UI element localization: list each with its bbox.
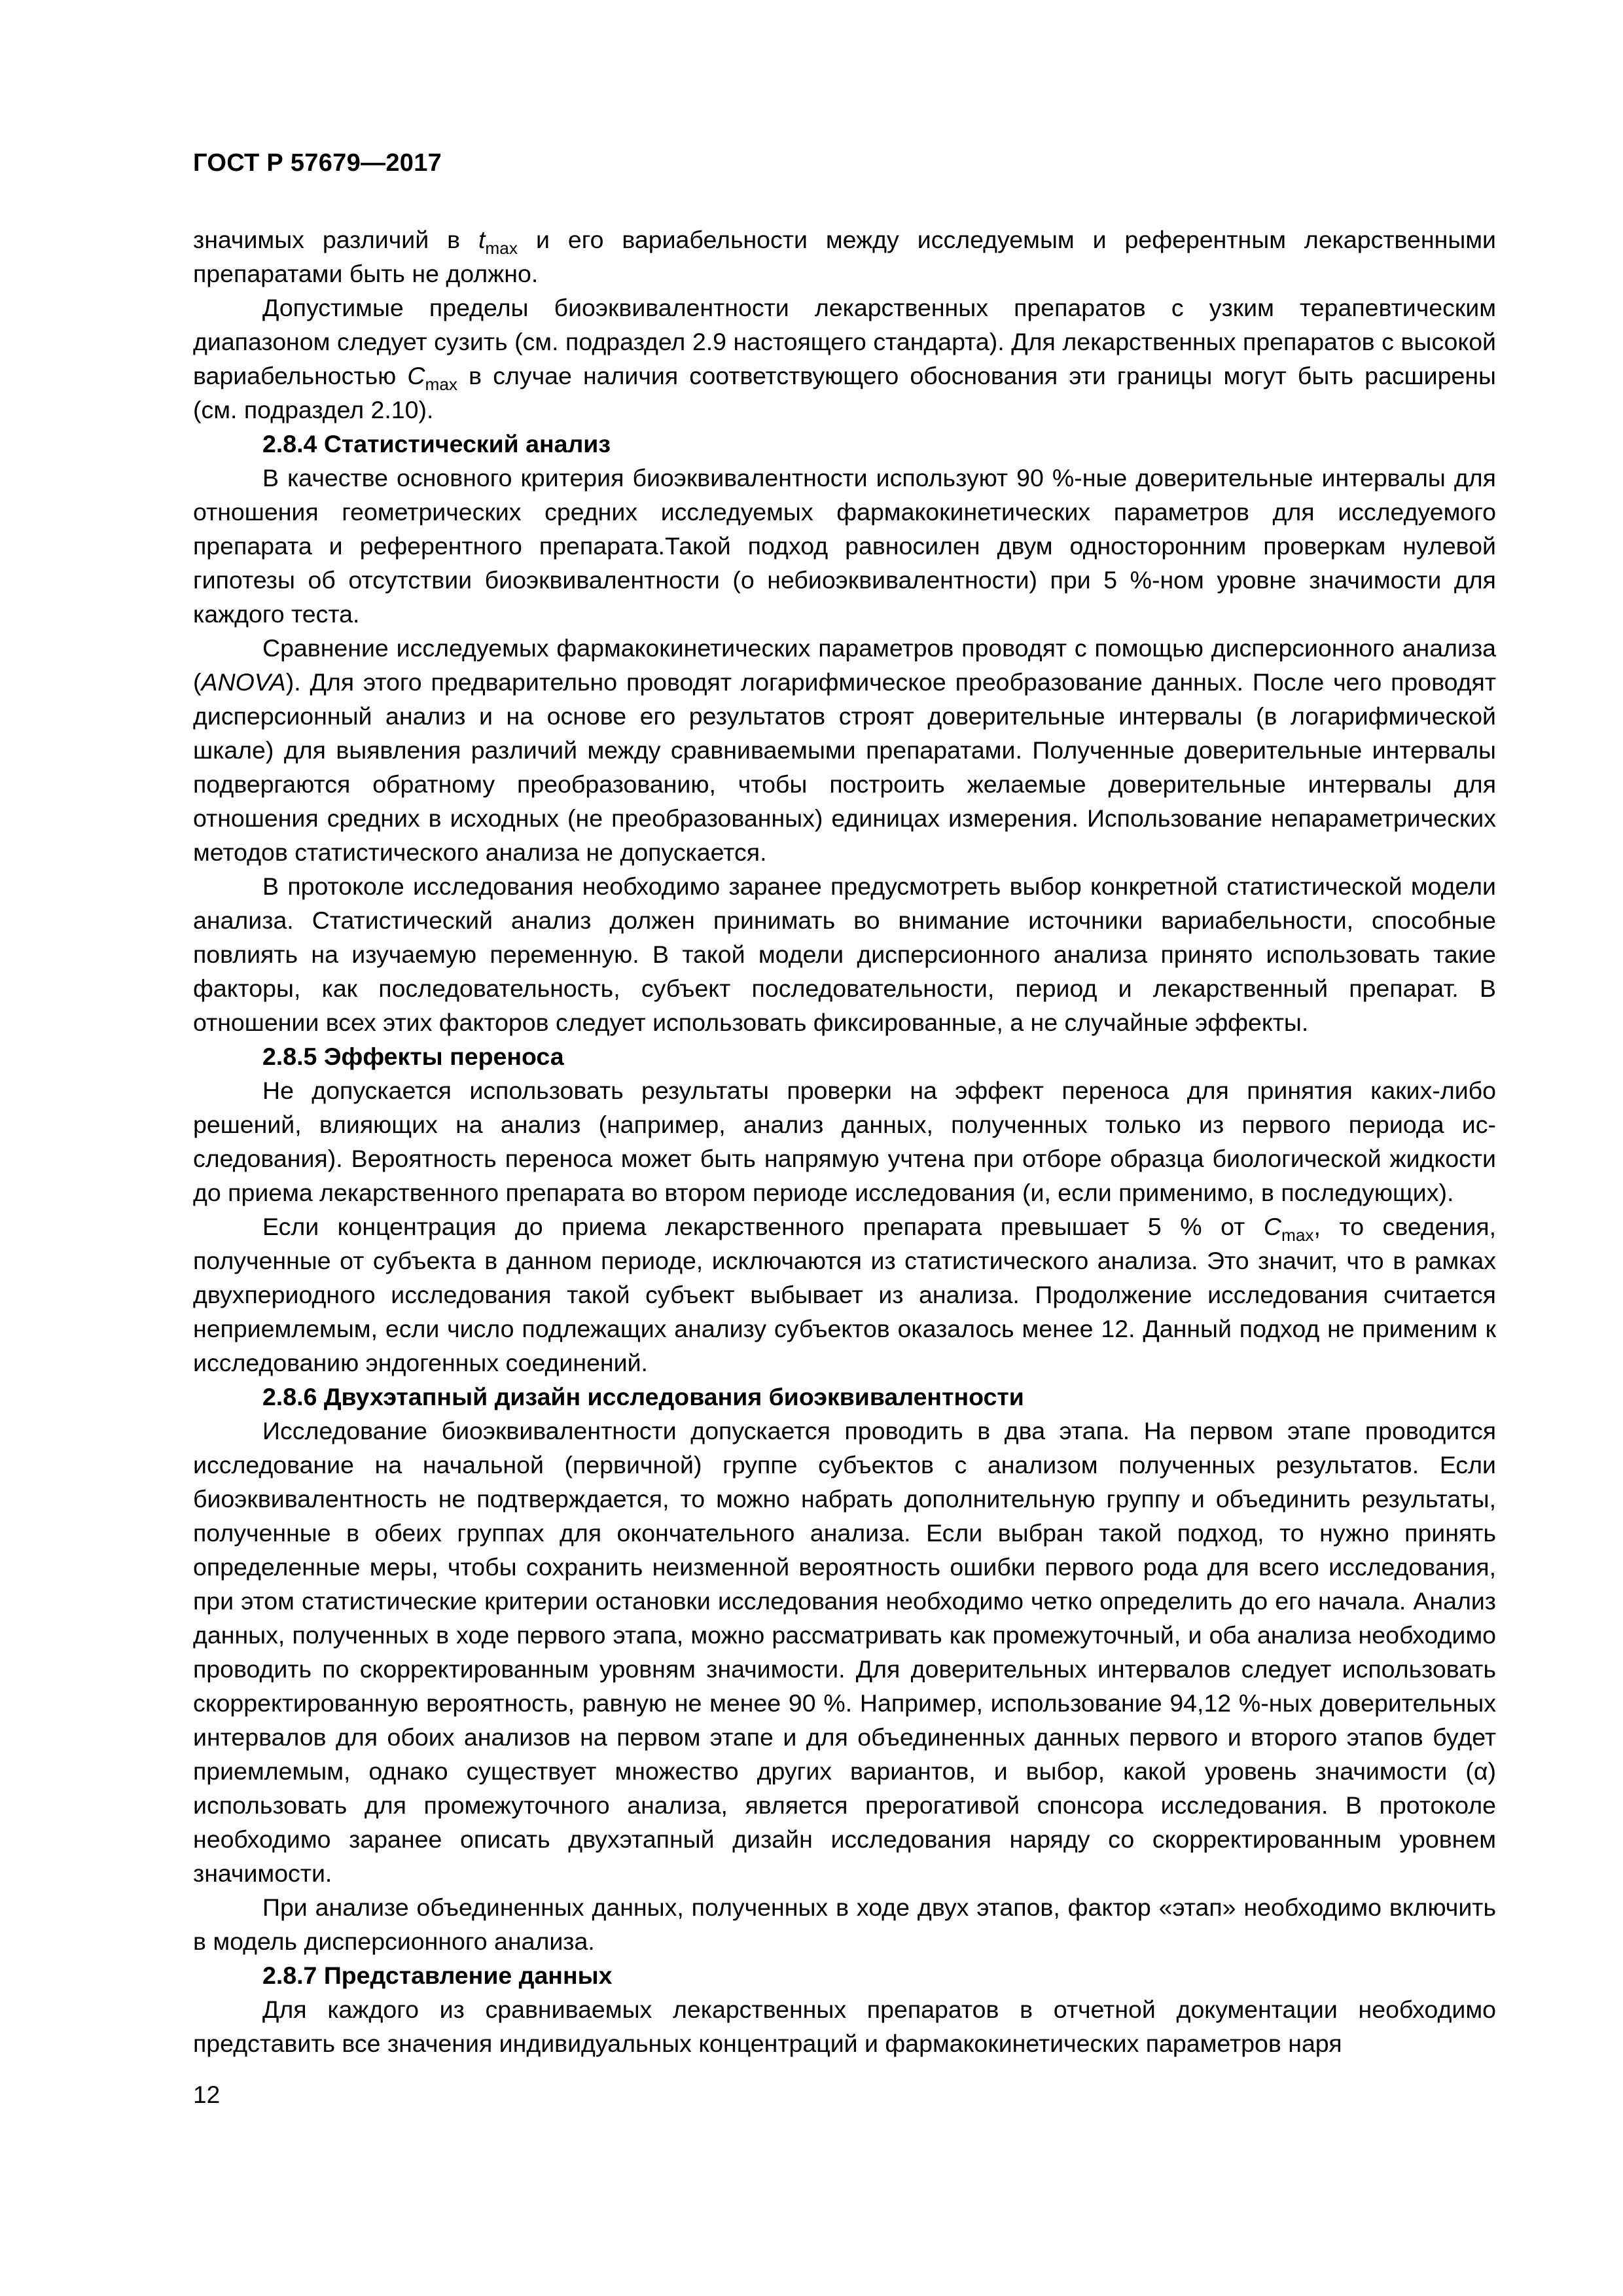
paragraph: Не допускается использовать результаты проверки на эффект переноса для принятия каких-либо решений, влияющих на анализ (например, анализ данных, полученных только из первого периода исследования). Вероятность переноса может быть напрямую учтена при отборе образца биологической жидкости до приема лекарственного препарата во втором периоде исследования (и, если применимо, в последующих). [193, 1077, 1496, 1206]
document-header: ГОСТ Р 57679—2017 [193, 149, 442, 177]
paragraph: Сравнение исследуемых фармакокинетических параметров проводят с помощью дисперсионного анализа (ANOVA). Для этого предварительно проводят логарифмическое преобразование данных. После чего проводят дисперсионный анализ и на основе его результатов строят доверительные интервалы (в логарифмической шкале) для выявления различий между сравниваемыми препаратами. Полученные доверительные интервалы подвергаются обратному преобразованию, чтобы построить желаемые доверительные интервалы для отношения средних в исходных (не преобразованных) единицах измерения. Использование непараметрических методов статистического анализа не допускается. [193, 634, 1496, 866]
paragraph: Исследование биоэквивалентности допускается проводить в два этапа. На первом этапе проводится исследование на начальной (первичной) группе субъектов с анализом полученных результатов. Если биоэквивалентность не подтверждается, то можно набрать дополнительную группу и объединить результаты, полученные в обеих группах для окончательного анализа. Если выбран такой подход, то нужно принять определенные меры, чтобы сохранить неизменной вероятность ошибки первого рода для всего исследования, при этом статистические критерии остановки исследования необходимо четко определить до его начала. Анализ данных, полученных в ходе первого этапа, можно рассматривать как промежуточный, и оба анализа необходимо проводить по скорректированным уровням значимости. Для доверительных интервалов следует использовать скорректированную вероятность, равную не менее 90 %. Например, использование 94,12 %-ных доверительных интервалов для обоих анализов на первом этапе и для объединенных данных первого и второго этапов будет приемлемым, однако существует множество других вариантов, и выбор, какой уровень значимости (α) использовать для промежуточного анализа, является прерогативой спонсора исследования. В протоколе необходимо заранее описать двухэтапный дизайн исследования наряду со скорректированным уровнем значимости. [193, 1417, 1496, 1887]
document-body [193, 223, 1496, 2060]
paragraph: значимых различий в $t_{max}$ и его вариабельности между исследуемым и референтным лекарственными препаратами быть не должно. [193, 226, 1496, 287]
paragraph: Если концентрация до приема лекарственного препарата превышает 5 % от $C_{max}$, то сведения, полученные от субъекта в данном периоде, исключаются из статистического анализа. Это значит, что в рамках двухпериодного исследования такой субъект выбывает из анализа. Продолжение исследования считается неприемлемым, если число подлежащих анализу субъектов оказалось менее 12. Данный подход не применим к исследованию эндогенных соединений. [193, 1213, 1496, 1376]
page-number: 12 [193, 2081, 221, 2108]
section-heading: 2.8.5 Эффекты переноса [262, 1043, 564, 1070]
paragraph: В качестве основного критерия биоэквивалентности используют 90 %-ные доверительные интервалы для отношения геометрических средних исследуемых фармакокинетических параметров для исследуемого препарата и референтного препарата.Такой подход равносилен двум односторонним проверкам нулевой гипотезы об отсутствии биоэквивалентности (о небиоэквивалентности) при 5 %-ном уровне значимости для каждого теста. [193, 464, 1496, 628]
paragraph: В протоколе исследования необходимо заранее предусмотреть выбор конкретной статистической модели анализа. Статистический анализ должен принимать во внимание источники вариабельности, способные повлиять на изучаемую переменную. В такой модели дисперсионного анализа принято использовать такие факторы, как последовательность, субъект последовательности, период и лекарственный препарат. В отношении всех этих факторов следует использовать фиксированные, а не случайные эффекты. [193, 872, 1496, 1036]
paragraph: Допустимые пределы биоэквивалентности лекарственных препаратов с узким терапевтическим диапазоном следует сузить (см. подраздел 2.9 настоящего стандарта). Для лекарственных препаратов с высокой вариабельностью $C_{max}$ в случае наличия соответствующего обоснования эти границы могут быть расширены (см. подраздел 2.10). [193, 294, 1496, 423]
section-heading: 2.8.7 Представление данных [262, 1962, 613, 1989]
paragraph: Для каждого из сравниваемых лекарственных препаратов в отчетной документации необходимо представить все значения индивидуальных концентраций и фармакокинетических параметров наря [193, 1996, 1496, 2057]
section-heading: 2.8.6 Двухэтапный дизайн исследования биоэквивалентности [262, 1383, 1024, 1410]
section-heading: 2.8.4 Статистический анализ [262, 430, 611, 457]
paragraph: При анализе объединенных данных, полученных в ходе двух этапов, фактор «этап» необходимо включить в модель дисперсионного анализа. [193, 1893, 1496, 1955]
